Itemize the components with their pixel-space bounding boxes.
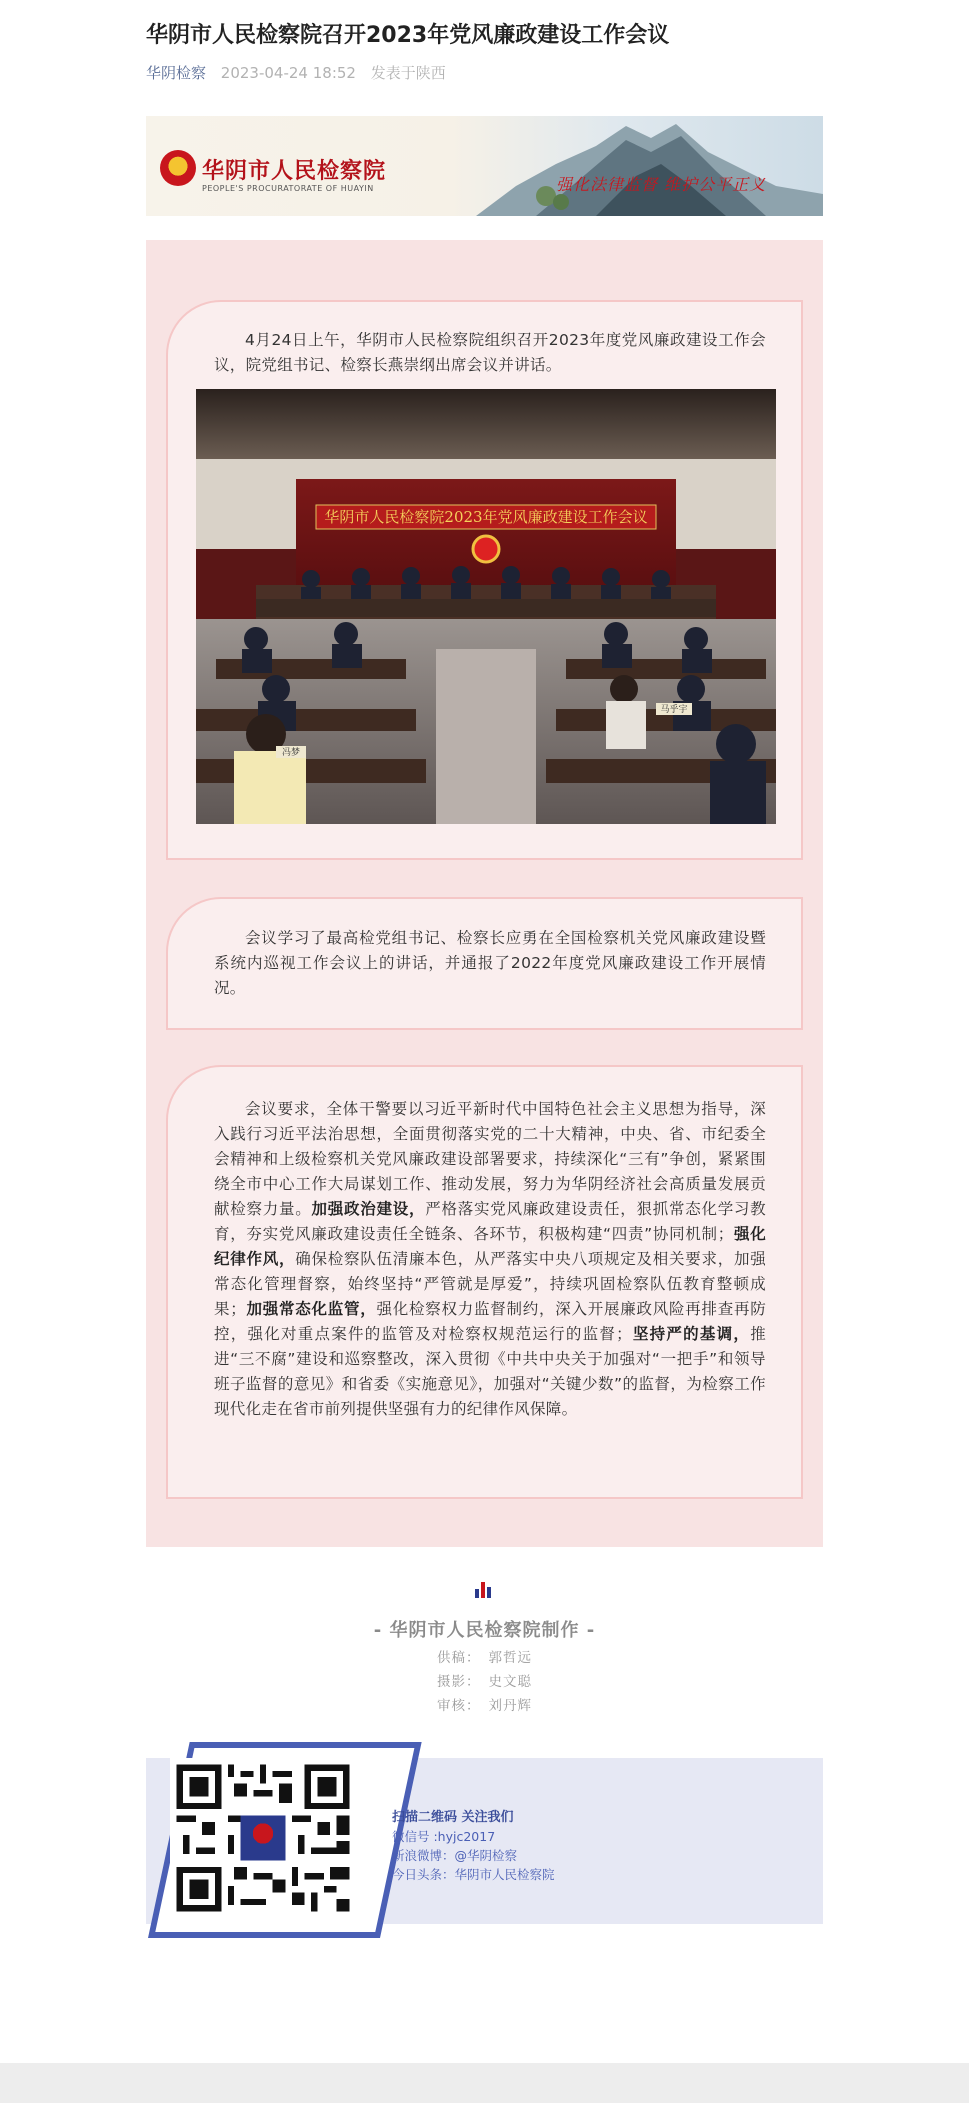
article-body [146,240,823,1547]
content-card-3 [166,1065,803,1499]
requirements-intro: 会议要求，全体干警要以习近平新时代中国特色社会主义思想为指导，深入践行习近平法治思想，全面贯彻落实党的二十大精神，中央、省、市纪委全会精神和上级检察机关党风廉政建设部署要求，持续深化“三有”争创，紧紧围绕全市中心工作大局谋划工作、推动发展，努力为华阴经济社会高质量发展贡献检察力量。 [214,1100,766,1218]
article-title: 华阴市人民检察院召开2023年党风廉政建设工作会议 [146,23,670,48]
bottom-toolbar [0,2063,969,2103]
photo-nameplate-left: 冯梦 [281,748,301,758]
highlight-supervision: 加强常态化监管， [246,1300,377,1318]
meeting-photo-illustration [196,389,776,824]
banner-slogan: 强化法律监督 维护公平正义 [556,175,767,194]
content-card-1 [166,300,803,860]
national-emblem-icon [160,150,196,186]
content-card-2 [166,897,803,1030]
meeting-photo [196,389,776,824]
article-meta [146,62,456,83]
mountain-illustration [476,116,823,216]
publish-time: 2023-04-24 18:52 [220,64,356,82]
paragraph-study: 会议学习了最高检党组书记、检察长应勇在全国检察机关党风廉政建设暨系统内巡视工作会议上的讲话，并通报了2022年度党风廉政建设工作开展情况。 [214,929,766,997]
credit-photographer: 摄影： 史文聪 [437,1674,532,1690]
banner-org-name-en: PEOPLE'S PROCURATORATE OF HUAYIN [202,184,374,193]
paragraph-requirements [214,1097,766,1422]
publish-location: 发表于陕西 [370,64,446,82]
requirements-discipline: 确保检察队伍清廉本色，从严落实中央八项规定及相关要求，加强常态化管理督察，始终坚持“严管就是厚爱”，持续巩固检察队伍教育整顿成果； [214,1250,766,1318]
wechat-id: 微信号 :hyjc2017 [392,1829,496,1844]
header-banner [146,116,823,216]
photo-nameplate-right: 马乎宇 [660,705,688,715]
weibo-handle: 新浪微博：@华阴检察 [392,1848,518,1863]
credit-reviewer: 审核： 刘丹辉 [437,1698,532,1714]
highlight-discipline: 强化纪律作风， [214,1225,766,1268]
credit-writer: 供稿： 郭哲远 [437,1650,532,1666]
requirements-supervision: 强化检察权力监督制约，深入开展廉政风险再排查再防控，强化对重点案件的监管及对检察权规范运行的监督； [214,1300,767,1343]
bars-icon [475,1582,493,1598]
requirements-strict: 推进“三不腐”建设和巡察整改，深入贯彻《中共中央关于加强对“一把手”和领导班子监督的意见》和省委《实施意见》，加强对“关键少数”的监督，为检察工作现代化走在省市前列提供坚强有力的纪律作风保障。 [214,1325,766,1418]
paragraph-intro: 4月24日上午，华阴市人民检察院组织召开2023年度党风廉政建设工作会议，院党组书记、检察长燕崇纲出席会议并讲话。 [214,331,766,374]
producer-line: - 华阴市人民检察院制作 - [373,1620,596,1641]
account-link[interactable]: 华阴检察 [146,64,207,82]
banner-org-name: 华阴市人民检察院 [202,158,387,184]
highlight-political: 加强政治建设， [311,1200,426,1218]
photo-banner-text: 华阴市人民检察院2023年党风廉政建设工作会议 [324,508,648,526]
requirements-political: 严格落实党风廉政建设责任，狠抓常态化学习教育，夯实党风廉政建设责任全链条、各环节，积极构建“四责”协同机制； [214,1200,766,1243]
toutiao-handle: 今日头条：华阴市人民检察院 [392,1867,555,1882]
follow-title: 扫描二维码 关注我们 [392,1810,514,1825]
highlight-strict: 坚持严的基调， [631,1325,751,1343]
qr-code[interactable] [170,1758,356,1918]
